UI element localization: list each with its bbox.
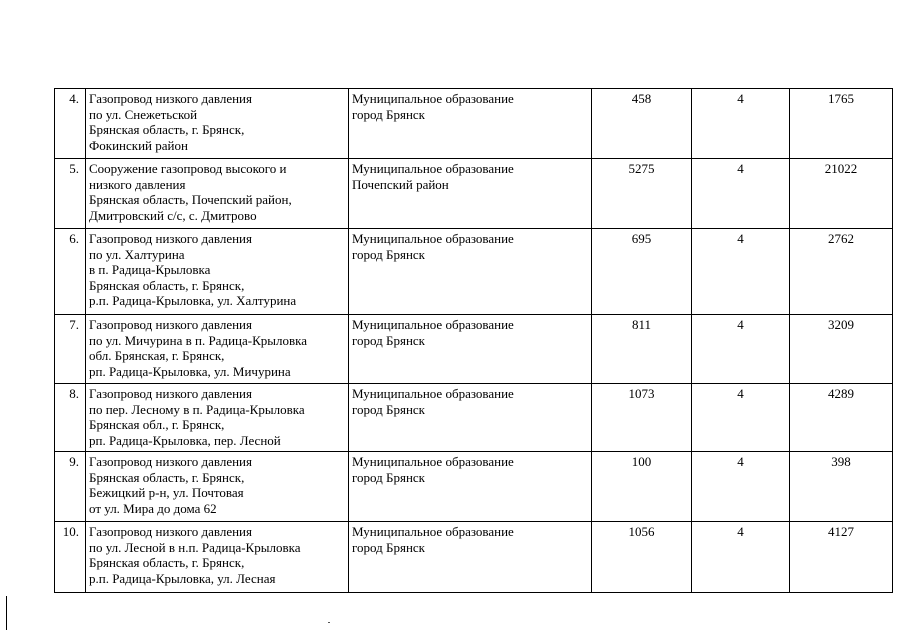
object-name-line: обл. Брянская, г. Брянск,: [89, 348, 225, 364]
value-c: 21022: [790, 159, 893, 229]
object-name-line: Газопровод низкого давления: [89, 91, 252, 106]
owner: [349, 522, 592, 593]
value-b: 4: [692, 89, 790, 159]
owner-line: город Брянск: [352, 401, 425, 417]
object-name: [86, 229, 349, 315]
object-name-line: Газопровод низкого давления: [89, 454, 252, 469]
table-row: [55, 159, 893, 229]
value-a: 811: [592, 315, 692, 384]
object-name-line: Фокинский район: [89, 137, 188, 153]
table-row: [55, 315, 893, 384]
value-c: 3209: [790, 315, 893, 384]
value-c: 398: [790, 452, 893, 522]
value-b: 4: [692, 159, 790, 229]
object-name-line: Дмитровский с/с, с. Дмитрово: [89, 207, 257, 223]
owner-line: город Брянск: [352, 106, 425, 122]
owner: [349, 315, 592, 384]
row-number: 9.: [55, 452, 86, 522]
object-name: [86, 159, 349, 229]
table-body: [55, 89, 893, 593]
owner: [349, 159, 592, 229]
table-row: [55, 229, 893, 315]
value-b: 4: [692, 384, 790, 452]
object-name-line: Брянская область, г. Брянск,: [89, 555, 245, 571]
object-name-line: Брянская область, г. Брянск,: [89, 469, 245, 485]
value-a: 100: [592, 452, 692, 522]
value-b: 4: [692, 315, 790, 384]
object-name-line: по ул. Снежетьской: [89, 106, 198, 122]
property-table: [54, 88, 893, 593]
owner-line: город Брянск: [352, 332, 425, 348]
owner-line: Почепский район: [352, 176, 449, 192]
value-a: 5275: [592, 159, 692, 229]
object-name-line: рп. Радица-Крыловка, пер. Лесной: [89, 432, 281, 448]
object-name: [86, 89, 349, 159]
owner: [349, 229, 592, 315]
object-name: [86, 315, 349, 384]
table-row: [55, 384, 893, 452]
table-row: [55, 522, 893, 593]
table-row: [55, 89, 893, 159]
owner-line: Муниципальное образование: [352, 161, 514, 176]
object-name-line: от ул. Мира до дома 62: [89, 500, 217, 516]
value-b: 4: [692, 452, 790, 522]
object-name-line: Газопровод низкого давления: [89, 231, 252, 246]
object-name-line: в п. Радица-Крыловка: [89, 262, 211, 278]
object-name-line: Брянская обл., г. Брянск,: [89, 417, 225, 433]
owner-line: Муниципальное образование: [352, 386, 514, 401]
object-name-line: Газопровод низкого давления: [89, 386, 252, 401]
object-name: [86, 522, 349, 593]
object-name-line: Брянская область, г. Брянск,: [89, 122, 245, 138]
value-a: 695: [592, 229, 692, 315]
row-number: 4.: [55, 89, 86, 159]
object-name-line: Газопровод низкого давления: [89, 317, 252, 332]
row-number: 7.: [55, 315, 86, 384]
object-name-line: Брянская область, Почепский район,: [89, 192, 292, 208]
object-name-line: по ул. Лесной в н.п. Радица-Крыловка: [89, 539, 301, 555]
row-number: 5.: [55, 159, 86, 229]
owner-line: Муниципальное образование: [352, 317, 514, 332]
owner-line: Муниципальное образование: [352, 454, 514, 469]
value-a: 1073: [592, 384, 692, 452]
value-a: 458: [592, 89, 692, 159]
row-number: 6.: [55, 229, 86, 315]
value-c: 4127: [790, 522, 893, 593]
value-c: 1765: [790, 89, 893, 159]
object-name-line: по ул. Мичурина в п. Радица-Крыловка: [89, 332, 308, 348]
owner-line: город Брянск: [352, 469, 425, 485]
owner-line: город Брянск: [352, 539, 425, 555]
row-number: 10.: [55, 522, 86, 593]
value-a: 1056: [592, 522, 692, 593]
owner-line: Муниципальное образование: [352, 91, 514, 106]
value-b: 4: [692, 229, 790, 315]
value-b: 4: [692, 522, 790, 593]
row-number: 8.: [55, 384, 86, 452]
object-name-line: р.п. Радица-Крыловка, ул. Лесная: [89, 570, 276, 586]
value-c: 4289: [790, 384, 893, 452]
scan-edge-mark: [6, 596, 7, 630]
object-name: [86, 384, 349, 452]
object-name-line: Газопровод низкого давления: [89, 524, 252, 539]
owner: [349, 384, 592, 452]
scan-speck: [328, 622, 330, 623]
table-row: [55, 452, 893, 522]
object-name: [86, 452, 349, 522]
object-name-line: Сооружение газопровод высокого и: [89, 161, 287, 176]
owner: [349, 89, 592, 159]
owner-line: Муниципальное образование: [352, 231, 514, 246]
object-name-line: Брянская область, г. Брянск,: [89, 277, 245, 293]
object-name-line: низкого давления: [89, 176, 186, 192]
owner-line: Муниципальное образование: [352, 524, 514, 539]
object-name-line: р.п. Радица-Крыловка, ул. Халтурина: [89, 293, 297, 309]
value-c: 2762: [790, 229, 893, 315]
object-name-line: по ул. Халтурина: [89, 246, 185, 262]
object-name-line: по пер. Лесному в п. Радица-Крыловка: [89, 401, 305, 417]
owner: [349, 452, 592, 522]
object-name-line: рп. Радица-Крыловка, ул. Мичурина: [89, 363, 291, 379]
owner-line: город Брянск: [352, 246, 425, 262]
object-name-line: Бежицкий р-н, ул. Почтовая: [89, 485, 244, 501]
